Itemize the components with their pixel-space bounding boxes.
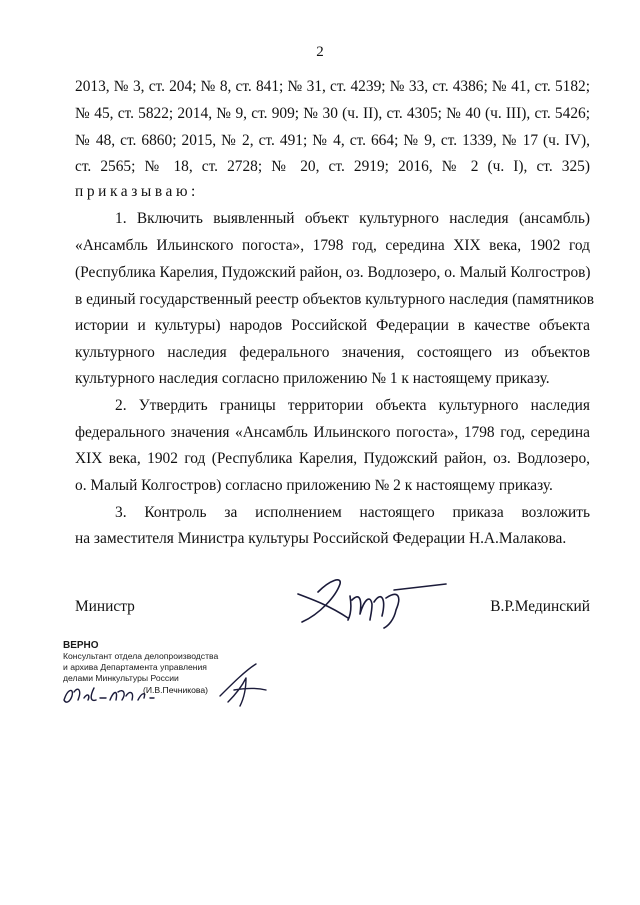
certification-title: ВЕРНО: [63, 640, 99, 651]
body-line: федерального значения «Ансамбль Ильинского погоста», 1798 год, середина: [75, 424, 590, 441]
body-line: 2013, № 3, ст. 204; № 8, ст. 841; № 31, ст. 4239; № 33, ст. 4386; № 41, ст. 5182;: [75, 78, 590, 95]
certification-line: делами Минкультуры России: [63, 673, 179, 683]
body-line: культурного наследия согласно приложению № 1 к настоящему приказу.: [75, 370, 550, 387]
body-line: № 45, ст. 5822; 2014, № 9, ст. 909; № 30 (ч. II), ст. 4305; № 40 (ч. III), ст. 5426;: [75, 105, 590, 122]
body-line: в единый государственный реестр объектов культурного наследия (памятников: [75, 291, 594, 308]
certification-person: (И.В.Печникова): [143, 685, 208, 695]
minister-signature: [290, 570, 450, 630]
body-line: 1. Включить выявленный объект культурного наследия (ансамбль): [115, 210, 590, 227]
body-line: о. Малый Колгостров) согласно приложению № 2 к настоящему приказу.: [75, 477, 553, 494]
minister-title: Министр: [75, 598, 135, 615]
minister-name: В.Р.Мединский: [490, 598, 590, 615]
body-line: истории и культуры) народов Российской Федерации в качестве объекта: [75, 317, 590, 334]
body-line: № 48, ст. 6860; 2015, № 2, ст. 491; № 4, ст. 664; № 9, ст. 1339, № 17 (ч. IV),: [75, 132, 590, 149]
certification-line: Консультант отдела делопроизводства: [63, 651, 219, 661]
body-line: «Ансамбль Ильинского погоста», 1798 год, середина XIX века, 1902 год: [75, 237, 590, 254]
body-line: культурного наследия федерального значения, состоящего из объектов: [75, 344, 590, 361]
body-line: (Республика Карелия, Пудожский район, оз. Водлозеро, о. Малый Колгостров): [75, 264, 591, 281]
order-word: приказываю:: [75, 183, 199, 200]
body-line: 2. Утвердить границы территории объекта культурного наследия: [115, 397, 590, 414]
body-line: XIX века, 1902 год (Республика Карелия, Пудожский район, оз. Водлозеро,: [75, 450, 590, 467]
body-line: на заместителя Министра культуры Российской Федерации Н.А.Малакова.: [75, 530, 567, 547]
page-number: 2: [316, 44, 324, 60]
certification-line: и архива Департамента управления: [63, 662, 207, 672]
body-line: 3. Контроль за исполнением настоящего приказа возложить: [115, 504, 590, 521]
body-line: ст. 2565; № 18, ст. 2728; № 20, ст. 2919; 2016, № 2 (ч. I), ст. 325): [75, 158, 590, 175]
